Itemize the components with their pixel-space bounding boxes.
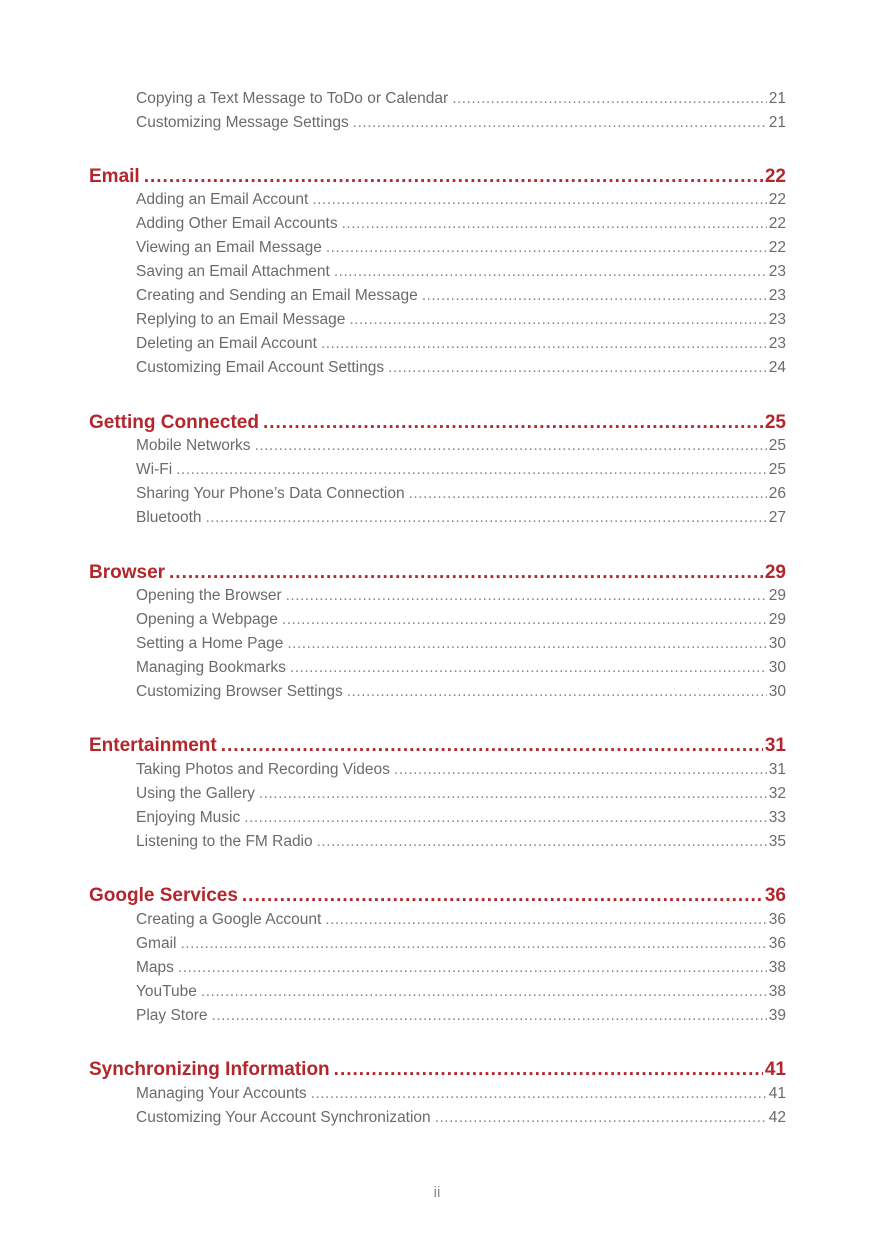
toc-entry-title: YouTube [136,983,197,1000]
dot-leader [349,311,766,329]
dot-leader [317,833,767,851]
toc-entry-title: Creating and Sending an Email Message [136,287,418,304]
toc-section-entry[interactable] [89,1059,786,1085]
dot-leader [312,191,766,209]
dot-leader [242,885,763,907]
toc-entry[interactable] [136,911,786,933]
toc-entry-title: Opening the Browser [136,587,282,604]
toc-entry[interactable] [136,114,786,136]
toc-entry-title: Customizing Email Account Settings [136,359,385,376]
dot-leader [212,1007,767,1025]
toc-entry-title: Customizing Message Settings [136,114,349,131]
toc-entry-title: Getting Connected [89,412,259,433]
toc-entry-page: 30 [768,683,786,700]
dot-leader [326,239,767,257]
dot-leader [221,735,763,757]
toc-entry-page: 41 [768,1085,786,1102]
toc-entry-title: Play Store [136,1007,208,1024]
toc-entry-page: 23 [768,263,786,280]
dot-leader [244,809,767,827]
toc-entry-page: 25 [764,412,786,433]
dot-leader [290,659,767,677]
dot-leader [178,959,767,977]
toc-entry-page: 30 [768,659,786,676]
toc-entry[interactable] [136,359,786,381]
toc-entry-title: Bluetooth [136,509,202,526]
toc-entry[interactable] [136,335,786,357]
toc-entry-page: 39 [768,1007,786,1024]
toc-entry-page: 22 [768,191,786,208]
toc-entry-page: 22 [768,239,786,256]
toc-entry[interactable] [136,191,786,213]
toc-entry-page: 29 [764,562,786,583]
toc-section-entry[interactable] [89,412,786,438]
toc-entry-title: Google Services [89,885,238,906]
toc-entry[interactable] [136,611,786,633]
toc-entry-page: 21 [768,90,786,107]
toc-entry[interactable] [136,1109,786,1131]
toc-entry[interactable] [136,509,786,531]
dot-leader [255,437,767,455]
toc-entry[interactable] [136,809,786,831]
dot-leader [334,263,767,281]
dot-leader [259,785,767,803]
dot-leader [409,485,767,503]
toc-entry-page: 21 [768,114,786,131]
toc-entry-title: Gmail [136,935,177,952]
toc-entry[interactable] [136,287,786,309]
toc-entry-page: 33 [768,809,786,826]
toc-entry-title: Mobile Networks [136,437,251,454]
toc-entry-page: 41 [764,1059,786,1080]
toc-entry-title: Using the Gallery [136,785,255,802]
toc-entry[interactable] [136,659,786,681]
toc-entry[interactable] [136,935,786,957]
dot-leader [286,587,767,605]
toc-entry[interactable] [136,761,786,783]
toc-entry-page: 23 [768,311,786,328]
toc-entry-title: Replying to an Email Message [136,311,346,328]
toc-entry[interactable] [136,983,786,1005]
toc-entry-title: Customizing Browser Settings [136,683,343,700]
dot-leader [452,90,767,108]
toc-entry[interactable] [136,437,786,459]
toc-entry[interactable] [136,959,786,981]
dot-leader [287,635,766,653]
dot-leader [206,509,767,527]
toc-entry-page: 35 [768,833,786,850]
toc-entry-page: 25 [768,461,786,478]
toc-entry[interactable] [136,833,786,855]
toc-entry-page: 31 [768,761,786,778]
dot-leader [282,611,767,629]
toc-entry[interactable] [136,587,786,609]
toc-entry-title: Wi-Fi [136,461,173,478]
toc-entry-title: Deleting an Email Account [136,335,317,352]
toc-entry-page: 29 [768,611,786,628]
toc-section-entry[interactable] [89,735,786,761]
dot-leader [180,935,766,953]
dot-leader [176,461,767,479]
toc-entry-title: Saving an Email Attachment [136,263,330,280]
toc-entry-page: 23 [768,335,786,352]
toc-entry[interactable] [136,785,786,807]
toc-entry-title: Sharing Your Phone’s Data Connection [136,485,405,502]
dot-leader [321,335,767,353]
toc-entry-page: 25 [768,437,786,454]
page-number: ii [433,1184,441,1201]
toc-entry-title: Viewing an Email Message [136,239,322,256]
dot-leader [334,1059,763,1081]
toc-entry-page: 42 [768,1109,786,1126]
toc-entry[interactable] [136,461,786,483]
toc-entry-title: Maps [136,959,174,976]
toc-entry-page: 31 [764,735,786,756]
toc-entry-title: Managing Bookmarks [136,659,286,676]
dot-leader [263,412,763,434]
toc-entry-page: 38 [768,959,786,976]
toc-section-entry[interactable] [89,885,786,911]
toc-entry-title: Adding Other Email Accounts [136,215,338,232]
dot-leader [169,562,763,584]
toc-entry-title: Adding an Email Account [136,191,309,208]
dot-leader [435,1109,767,1127]
toc-section-entry[interactable] [89,166,786,192]
toc-entry-title: Browser [89,562,166,583]
toc-entry-page: 27 [768,509,786,526]
toc-entry-page: 38 [768,983,786,1000]
toc-entry-page: 32 [768,785,786,802]
toc-entry-title: Enjoying Music [136,809,241,826]
toc-entry-title: Setting a Home Page [136,635,284,652]
dot-leader [388,359,767,377]
toc-entry-page: 30 [768,635,786,652]
toc-section-entry[interactable] [89,562,786,588]
dot-leader [325,911,766,929]
dot-leader [342,215,767,233]
toc-entry-page: 24 [768,359,786,376]
toc-entry[interactable] [136,311,786,333]
toc-entry-title: Opening a Webpage [136,611,278,628]
dot-leader [422,287,767,305]
toc-entry-page: 36 [768,911,786,928]
toc-entry-page: 22 [768,215,786,232]
toc-entry-page: 36 [768,935,786,952]
dot-leader [394,761,767,779]
dot-leader [311,1085,767,1103]
toc-entry-page: 26 [768,485,786,502]
toc-entry[interactable] [136,485,786,507]
toc-entry[interactable] [136,683,786,705]
toc-entry[interactable] [136,215,786,237]
toc-entry-title: Listening to the FM Radio [136,833,313,850]
toc-entry-page: 23 [768,287,786,304]
toc-entry-title: Managing Your Accounts [136,1085,307,1102]
toc-entry-title: Customizing Your Account Synchronization [136,1109,431,1126]
toc-entry-page: 22 [764,166,786,187]
toc-entry[interactable] [136,239,786,261]
toc-entry-title: Creating a Google Account [136,911,322,928]
toc-entry[interactable] [136,90,786,112]
toc-entry-page: 36 [764,885,786,906]
toc-entry-title: Synchronizing Information [89,1059,330,1080]
dot-leader [144,166,763,188]
toc-entry-title: Taking Photos and Recording Videos [136,761,390,778]
toc-entry[interactable] [136,1085,786,1107]
toc-entry-title: Entertainment [89,735,217,756]
dot-leader [353,114,767,132]
toc-entry[interactable] [136,1007,786,1029]
toc-entry-title: Email [89,166,140,187]
toc-entry-title: Copying a Text Message to ToDo or Calendar [136,90,449,107]
dot-leader [347,683,767,701]
dot-leader [201,983,767,1001]
toc-entry-page: 29 [768,587,786,604]
toc-entry[interactable] [136,635,786,657]
toc-entry[interactable] [136,263,786,285]
